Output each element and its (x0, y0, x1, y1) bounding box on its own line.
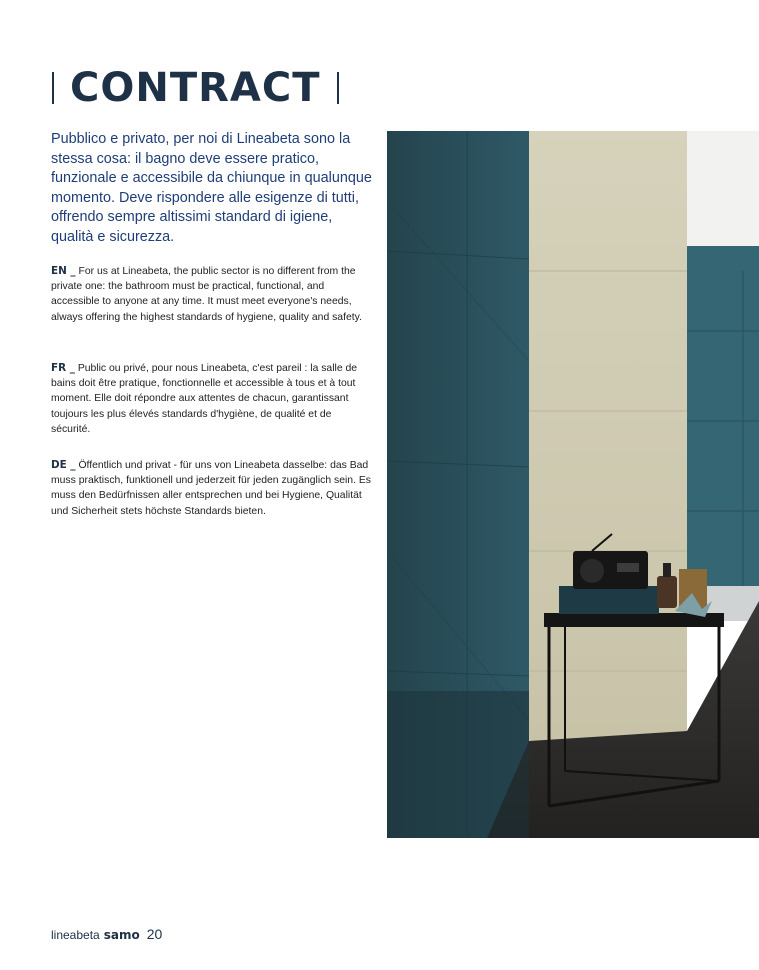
intro-paragraph: Pubblico e privato, per noi di Lineabeta sono la stessa cosa: il bagno deve essere pratico, funzionale e accessibile da chiunque in qualunque momento. Deve rispondere alle esigenze di tutti, offrendo sempre altissimi standard di igiene, qualità e sicurezza. (51, 131, 372, 245)
title-divider-left (52, 72, 54, 104)
bathroom-photo (387, 131, 759, 838)
lang-code-de: DE _ (51, 459, 76, 471)
footer-brand-samo: samo (103, 928, 140, 942)
beige-wall (529, 131, 687, 741)
footer (51, 926, 162, 942)
lang-text-fr: Public ou privé, pour nous Lineabeta, c'est pareil : la salle de bains doit être pratique, fonctionnelle et accessible à tous et à tout moment. Elle doit répondre aux attentes de chacun, garantissant toujours les plus élevés standards d'hygiène, de qualité et de sécurité. (51, 363, 358, 435)
lang-code-en: EN _ (51, 265, 76, 277)
book-stack (559, 586, 659, 614)
lang-code-fr: FR _ (51, 362, 75, 374)
page-number: 20 (146, 926, 163, 942)
page-title: CONTRACT (70, 65, 321, 111)
ceiling (687, 131, 759, 251)
paragraph-fr (51, 361, 371, 437)
bathroom-illustration (387, 131, 759, 838)
title-divider-right (337, 72, 339, 104)
lang-text-en: For us at Lineabeta, the public sector is no different from the private one: the bathroom must be practical, functional, and accessible to anyone at any time. It must meet everyone's needs, always offering the highest standards of hygiene, quality and safety. (51, 266, 362, 323)
paragraph-de (51, 458, 371, 519)
lang-text-de: Öffentlich und privat - für uns von Lineabeta dasselbe: das Bad muss praktisch, funktionell und jederzeit für jeden zugänglich sein. Es muss den Bedürfnissen aller entsprechen und bei Hygiene, Qualität und Sicherheit stets höchste Standards bieten. (51, 460, 371, 517)
page-header (52, 66, 339, 110)
paragraph-en (51, 264, 371, 325)
footer-brand-lineabeta: lineabeta (51, 928, 100, 942)
